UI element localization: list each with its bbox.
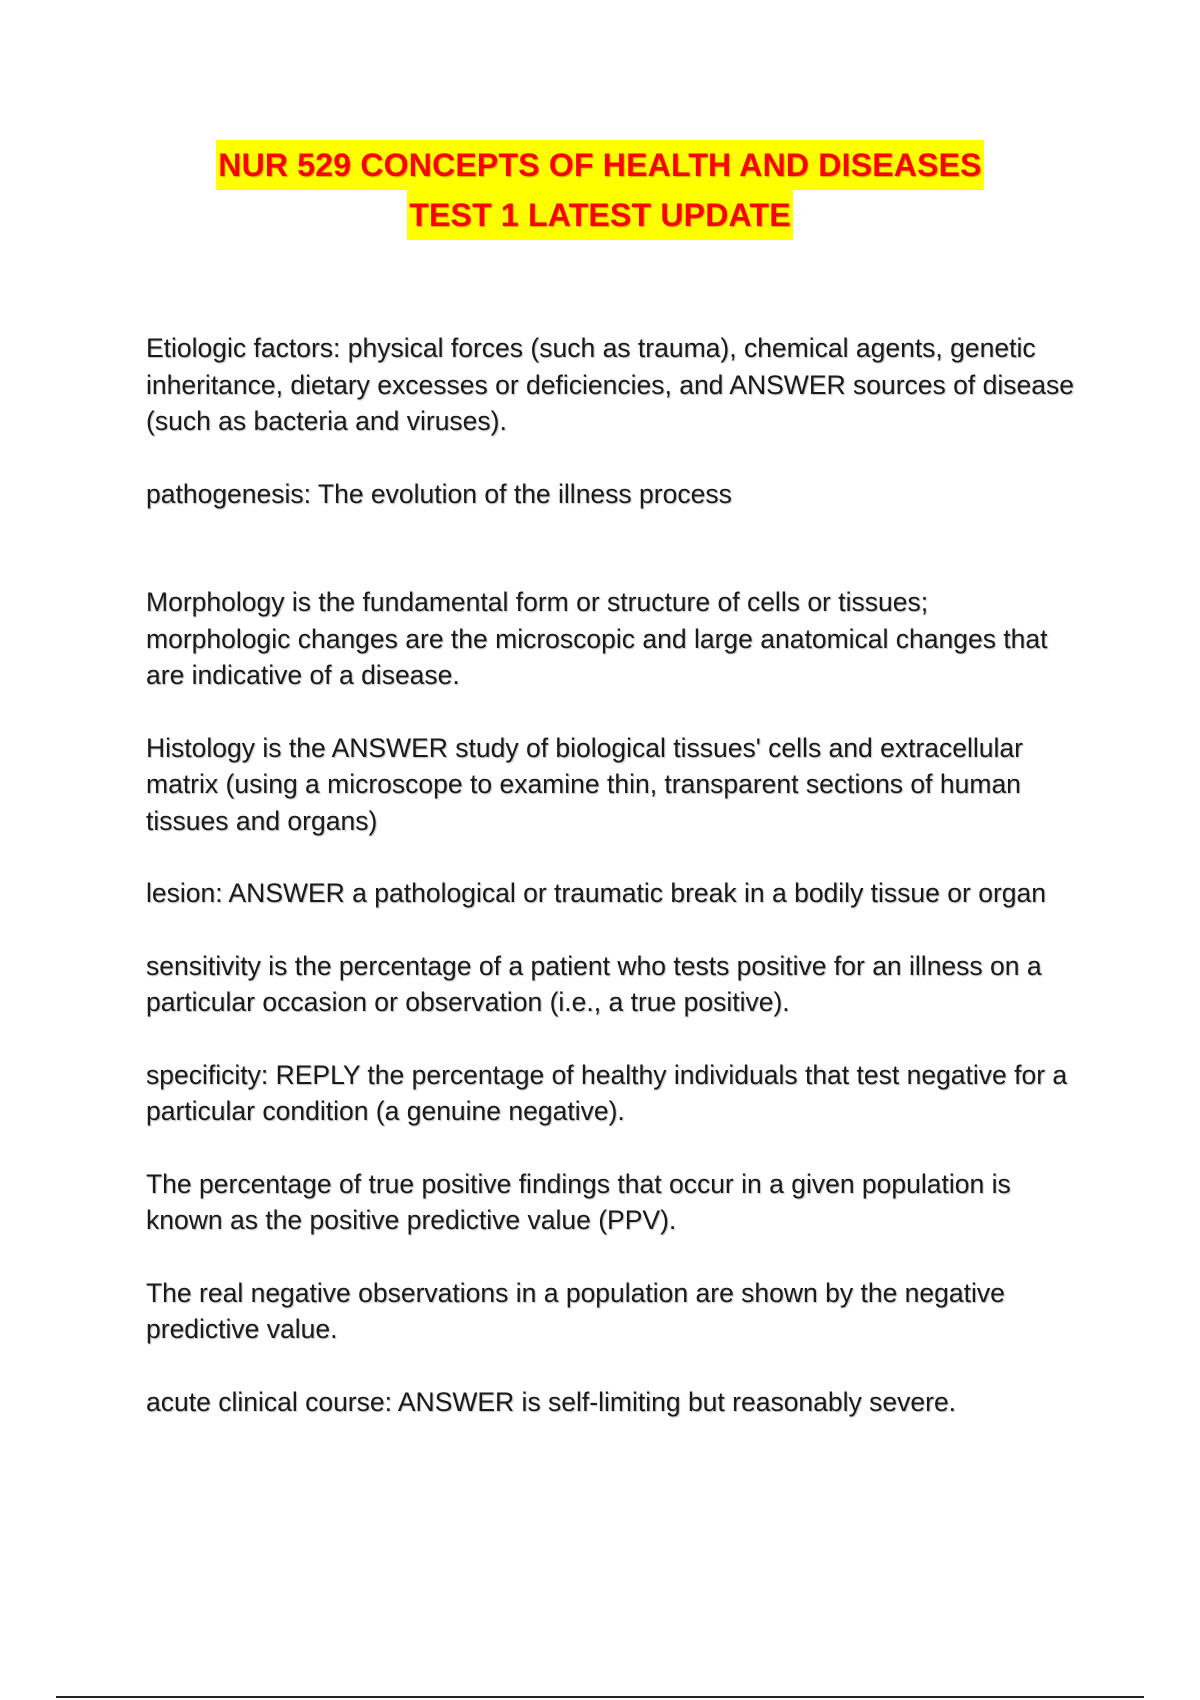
- paragraph-sensitivity: sensitivity is the percentage of a patient who tests positive for an illness on a particular occasion or observation (i.e., a true positive).: [146, 950, 1042, 1017]
- paragraph-negative-predictive-value: The real negative observations in a population are shown by the negative predictive value.: [146, 1277, 1005, 1344]
- paragraph-histology: Histology is the ANSWER study of biological tissues' cells and extracellular matrix (using a microscope to examine thin, transparent sections of human tissues and organs): [146, 732, 1023, 836]
- paragraph-morphology: Morphology is the fundamental form or structure of cells or tissues; morphologic changes are the microscopic and large anatomical changes that are indicative of a disease.: [146, 587, 1048, 690]
- paragraph-pathogenesis: pathogenesis: The evolution of the illness process: [146, 478, 732, 509]
- footer-rule: [56, 1696, 1144, 1698]
- paragraph-etiologic-factors: Etiologic factors: physical forces (such as trauma), chemical agents, genetic inheritance, dietary excesses or deficiencies, and ANSWER sources of disease (such as bacteria and viruses).: [146, 333, 1074, 436]
- paragraph-positive-predictive-value: The percentage of true positive findings that occur in a given population is known as the positive predictive value (PPV).: [146, 1168, 1011, 1235]
- paragraph-specificity: specificity: REPLY the percentage of healthy individuals that test negative for a particular condition (a genuine negative).: [146, 1059, 1068, 1126]
- paragraph-acute-clinical-course: acute clinical course: ANSWER is self-limiting but reasonably severe.: [146, 1386, 957, 1417]
- title-line-1: NUR 529 CONCEPTS OF HEALTH AND DISEASES: [216, 140, 983, 190]
- document-body: [146, 330, 1076, 1456]
- document-title: [0, 140, 1200, 240]
- paragraph-lesion: lesion: ANSWER a pathological or traumatic break in a bodily tissue or organ: [146, 878, 1046, 908]
- title-line-2: TEST 1 LATEST UPDATE: [407, 190, 793, 240]
